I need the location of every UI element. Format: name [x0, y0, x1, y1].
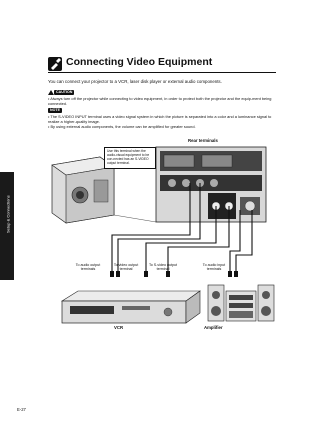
title-divider	[48, 72, 276, 73]
amplifier-illustration	[208, 285, 274, 321]
note-item: • The S-VIDEO INPUT terminal uses a video signal system in which the picture is separated into a color and a luminance signal to realize a higher-quality image.	[48, 114, 272, 124]
section-side-tab-label: Setup & Connections	[5, 195, 11, 233]
cable-plugs	[110, 271, 238, 277]
svideo-callout: Use this terminal when the audio-visual equipment to be con-nected has an S-VIDEO output terminal.	[104, 147, 156, 169]
amplifier-label: Amplifier	[204, 325, 223, 330]
connection-diagram	[40, 135, 280, 340]
vcr-label: VCR	[114, 325, 124, 330]
rear-terminals-label: Rear terminals	[188, 138, 218, 143]
vcr-illustration	[62, 291, 200, 323]
audio-input-label: To audio input terminals	[202, 263, 226, 272]
intro-text: You can connect your projector to a VCR, laser disk player or external audio components.	[48, 79, 222, 84]
note-item: • By using external audio components, the volume can be amplified for greater sound.	[48, 124, 196, 129]
note-badge: NOTE	[50, 108, 60, 112]
page-number: E-27	[17, 407, 26, 412]
caution-item: • Always turn off the projector while connecting to video equipment, in order to protect both the projector and the equip-ment being connected.	[48, 96, 272, 106]
svideo-output-label: To S-video output terminal	[149, 263, 177, 272]
page-title: Connecting Video Equipment	[66, 56, 213, 68]
video-plug-icon	[48, 57, 62, 71]
section-side-tab	[0, 172, 14, 280]
audio-output-label: To audio output terminals	[75, 263, 101, 272]
caution-badge: CAUTION	[56, 90, 73, 94]
video-output-label: To video output terminal	[113, 263, 139, 272]
